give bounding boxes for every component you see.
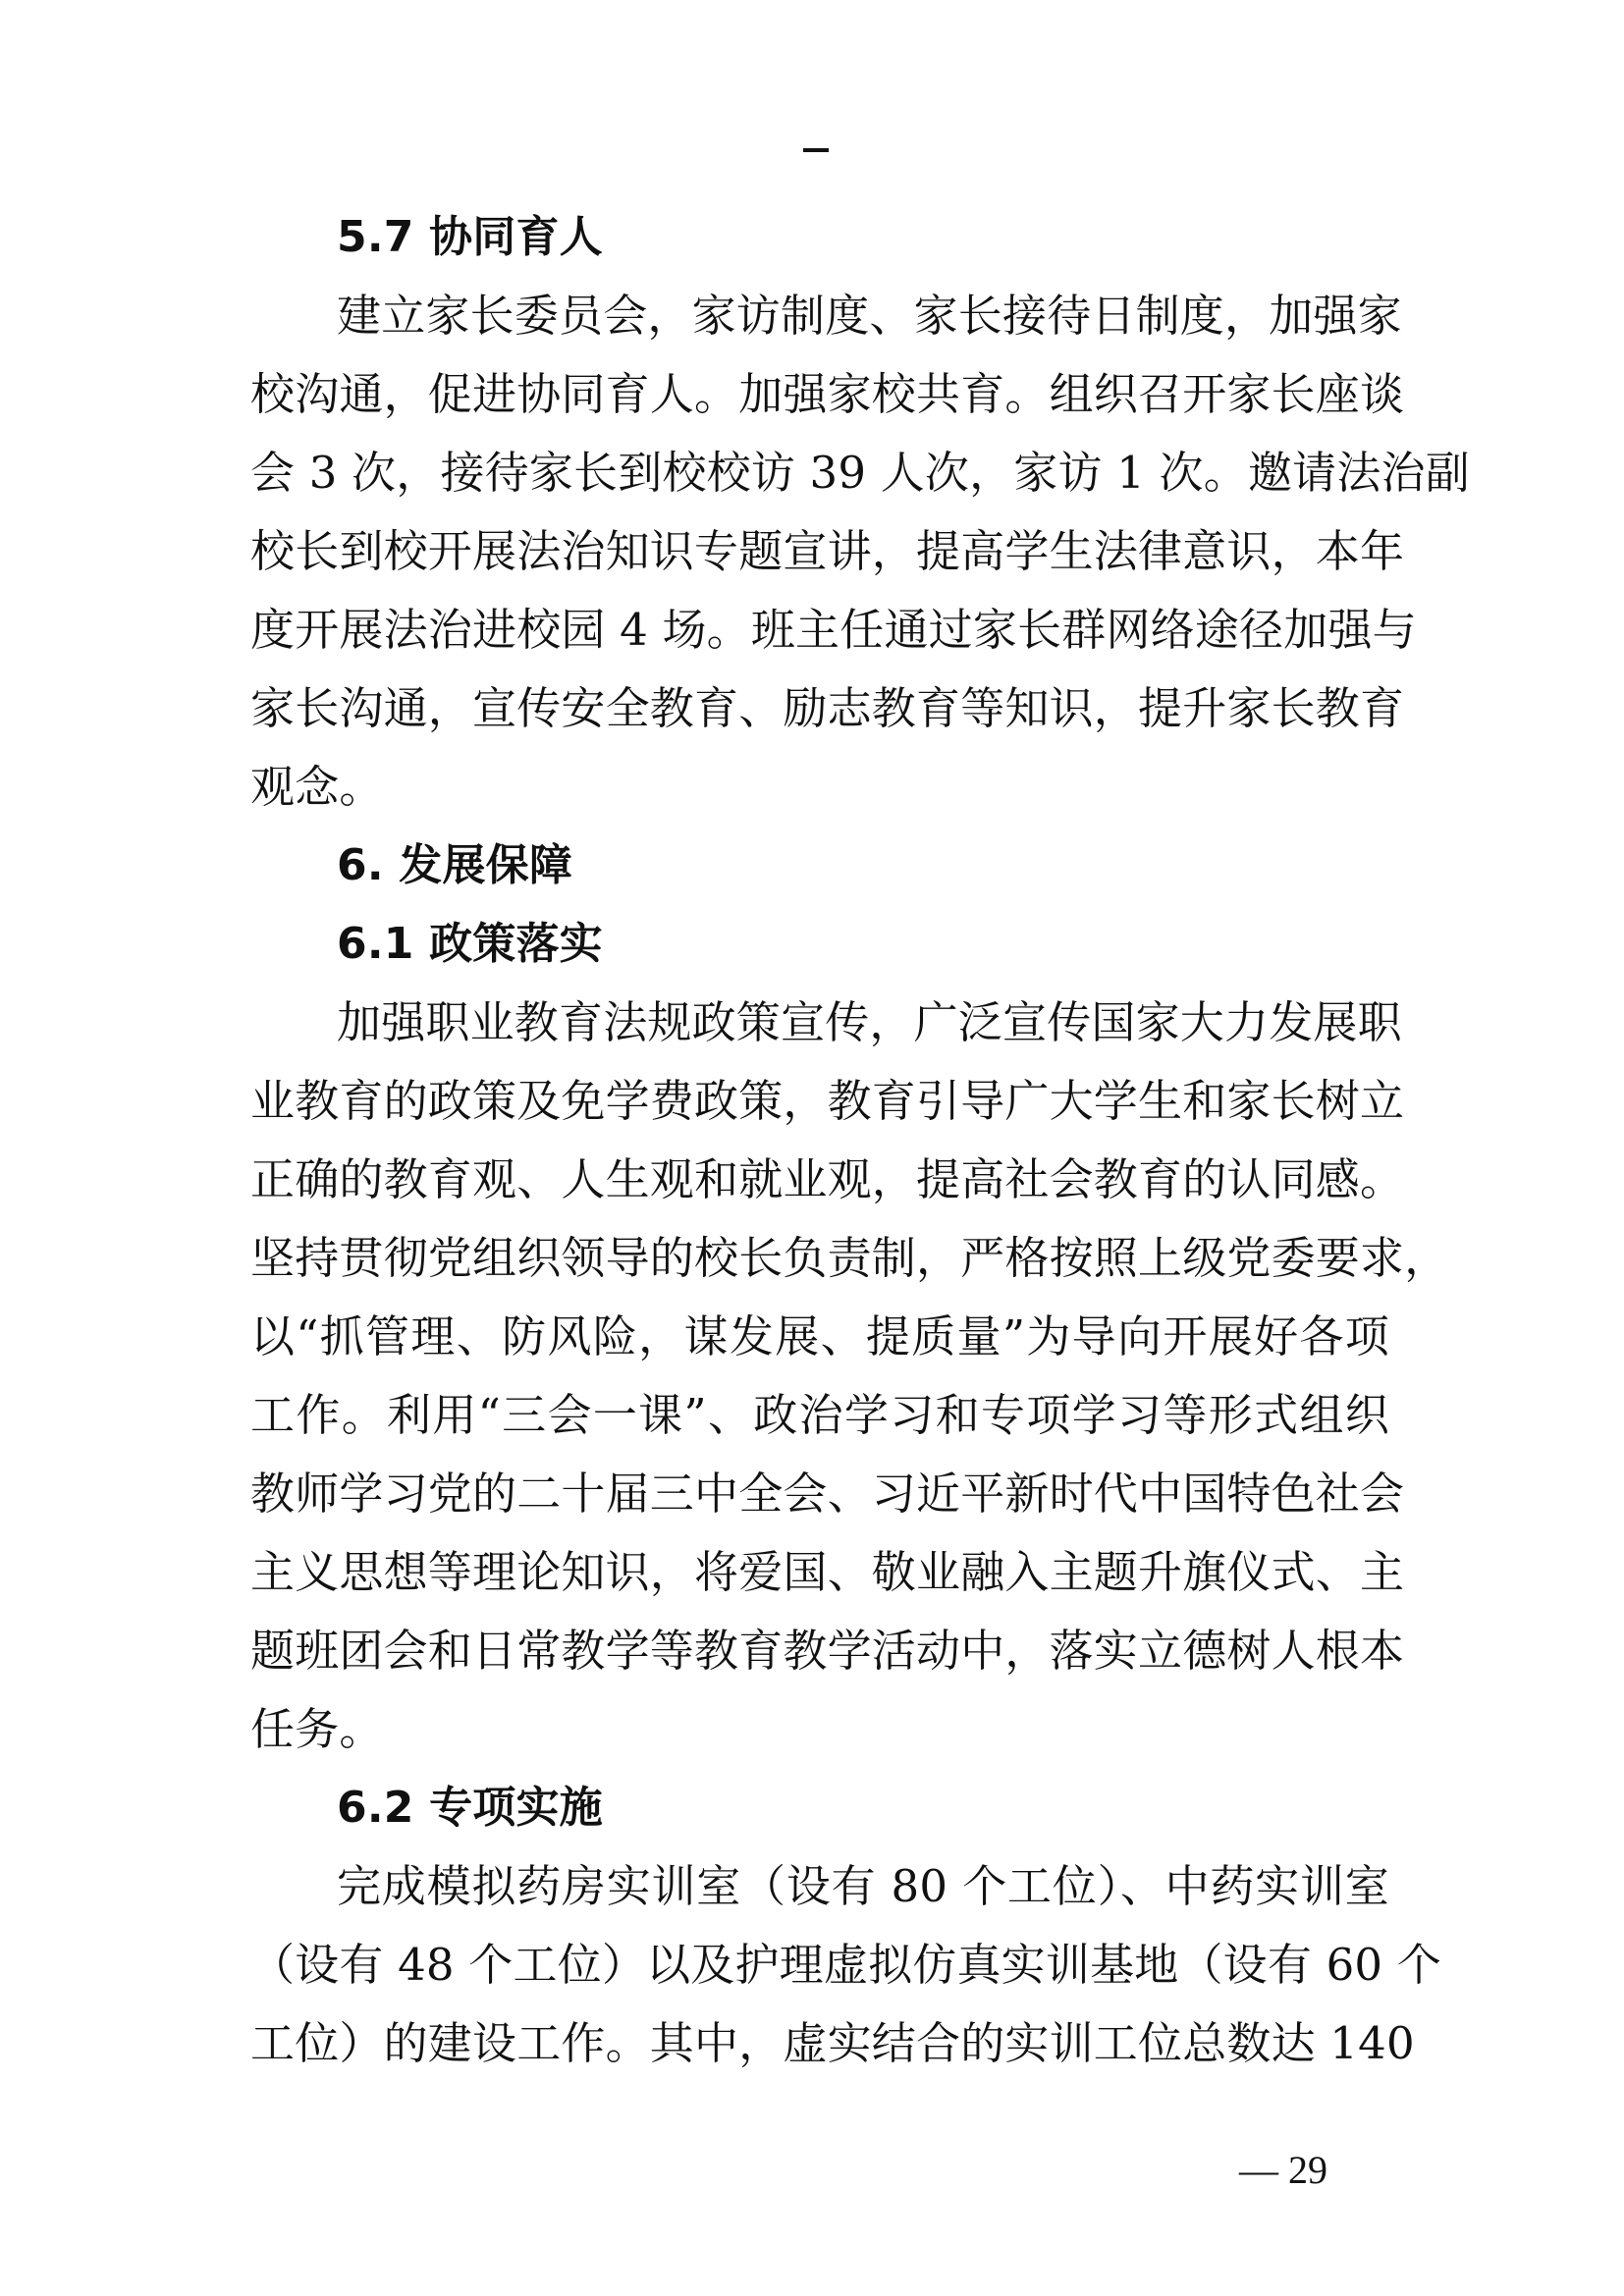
paragraph-line: 工位）的建设工作。其中，虚实结合的实训工位总数达 140 [250, 2017, 1415, 2069]
section-heading-6-2: 6.2 专项实施 [337, 1783, 603, 1833]
paragraph-line: 度开展法治进校园 4 场。班主任通过家长群网络途径加强与 [250, 604, 1417, 656]
paragraph-line: （设有 48 个工位）以及护理虚拟仿真实训基地（设有 60 个 [250, 1939, 1441, 1991]
paragraph-line: 家长沟通，宣传安全教育、励志教育等知识，提升家长教育 [250, 682, 1405, 734]
paragraph-line: 教师学习党的二十届三中全会、习近平新时代中国特色社会 [250, 1468, 1405, 1520]
paragraph-line: 完成模拟药房实训室（设有 80 个工位）、中药实训室 [337, 1860, 1389, 1912]
paragraph-line: 正确的教育观、人生观和就业观，提高社会教育的认同感。 [250, 1153, 1405, 1205]
paragraph-line: 校长到校开展法治知识专题宣讲，提高学生法律意识，本年 [250, 525, 1405, 577]
paragraph-line: 以“抓管理、防风险，谋发展、提质量”为导向开展好各项 [250, 1310, 1389, 1362]
paragraph-line: 观念。 [250, 761, 384, 813]
paragraph-line: 主义思想等理论知识，将爱国、敬业融入主题升旗仪式、主 [250, 1546, 1405, 1598]
top-mark [803, 148, 829, 152]
document-body [250, 198, 1470, 2083]
paragraph-line: 任务。 [250, 1703, 384, 1755]
paragraph-line: 校沟通，促进协同育人。加强家校共育。组织召开家长座谈 [250, 368, 1405, 420]
page-number: — 29 [1239, 2148, 1327, 2192]
section-heading-6: 6. 发展保障 [337, 840, 573, 890]
paragraph-line: 加强职业教育法规政策宣传，广泛宣传国家大力发展职 [337, 996, 1402, 1048]
paragraph-line: 业教育的政策及免学费政策，教育引导广大学生和家长树立 [250, 1075, 1405, 1127]
paragraph-line: 建立家长委员会，家访制度、家长接待日制度，加强家 [337, 290, 1402, 342]
paragraph-line: 会 3 次，接待家长到校校访 39 人次，家访 1 次。邀请法治副 [250, 447, 1470, 499]
section-heading-5-7: 5.7 协同育人 [337, 212, 603, 262]
paragraph-line: 题班团会和日常教学等教育教学活动中，落实立德树人根本 [250, 1625, 1405, 1677]
section-heading-6-1: 6.1 政策落实 [337, 919, 603, 969]
paragraph-line: 工作。利用“三会一课”、政治学习和专项学习等形式组织 [250, 1389, 1389, 1441]
paragraph-line: 坚持贯彻党组织领导的校长负责制，严格按照上级党委要求， [250, 1232, 1449, 1284]
